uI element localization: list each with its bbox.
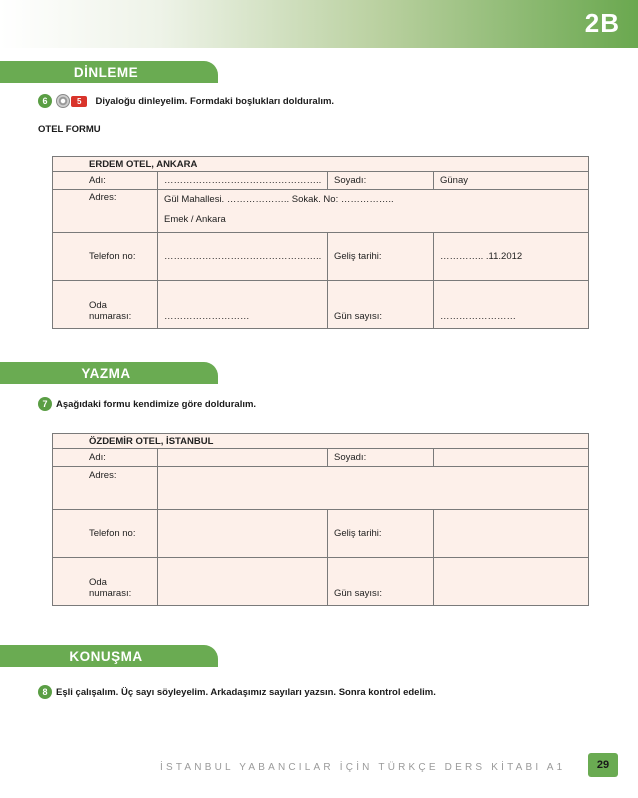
arrival-field[interactable] [434, 510, 589, 558]
section-title-writing: YAZMA [81, 365, 131, 381]
name-label: Adı: [53, 449, 158, 467]
phone-label: Telefon no: [53, 510, 158, 558]
form-hotel-name: ÖZDEMİR OTEL, İSTANBUL [53, 434, 589, 449]
section-title-listening: DİNLEME [73, 64, 139, 80]
exercise-instruction: Eşli çalışalım. Üç sayı söyleyelim. Arkadaşımız sayıları yazsın. Sonra kontrol edelim. [56, 686, 436, 698]
exercise-8 [38, 685, 436, 699]
days-label: Gün sayısı: [328, 281, 434, 329]
address-field[interactable] [158, 467, 589, 510]
phone-field[interactable] [158, 510, 328, 558]
footer-city: İSTANBUL [160, 762, 234, 773]
name-label: Adı: [53, 172, 158, 190]
days-field[interactable] [434, 558, 589, 606]
address-line-2: Emek / Ankara [164, 214, 226, 225]
room-label: Oda numarası: [53, 281, 158, 329]
hotel-form-ozdemir [52, 433, 589, 606]
surname-field[interactable] [434, 449, 589, 467]
exercise-number-badge: 7 [38, 397, 52, 411]
address-cell[interactable] [158, 190, 589, 233]
section-title-speaking: KONUŞMA [69, 648, 143, 664]
room-field[interactable] [158, 558, 328, 606]
arrival-label: Geliş tarihi: [328, 510, 434, 558]
days-label: Gün sayısı: [328, 558, 434, 606]
name-blank[interactable]: ………………………………………….. [158, 172, 328, 190]
exercise-6 [38, 94, 334, 108]
page-number: 29 [588, 753, 618, 777]
footer-title: YABANCILAR İÇİN TÜRKÇE DERS KİTABI A1 [239, 762, 566, 773]
surname-value[interactable]: Günay [434, 172, 589, 190]
room-label: Oda numarası: [53, 558, 158, 606]
arrival-blank[interactable]: ………….. .11.2012 [434, 233, 589, 281]
unit-code: 2B [584, 8, 620, 38]
phone-blank[interactable]: ………………………………………….. [158, 233, 328, 281]
exercise-number-badge: 6 [38, 94, 52, 108]
address-label: Adres: [53, 467, 158, 510]
section-bar-speaking [0, 645, 218, 667]
section-bar-listening [0, 61, 218, 83]
exercise-number-badge: 8 [38, 685, 52, 699]
section-bar-writing [0, 362, 218, 384]
exercise-instruction: Diyaloğu dinleyelim. Formdaki boşlukları dolduralım. [95, 95, 335, 107]
arrival-label: Geliş tarihi: [328, 233, 434, 281]
name-field[interactable] [158, 449, 328, 467]
address-line-1: Gül Mahallesi. ……………….. Sokak. No: …………….. [164, 194, 394, 205]
days-blank[interactable]: …………………… [434, 281, 589, 329]
header-band [0, 0, 638, 48]
exercise-instruction: Aşağıdaki formu kendimize göre dolduralım. [56, 398, 257, 410]
track-number-badge: 5 [71, 96, 87, 107]
audio-cd-icon[interactable] [56, 94, 70, 108]
form-hotel-name: ERDEM OTEL, ANKARA [53, 157, 589, 172]
surname-label: Soyadı: [328, 172, 434, 190]
phone-label: Telefon no: [53, 233, 158, 281]
exercise-7 [38, 397, 256, 411]
hotel-form-erdem [52, 156, 589, 329]
form-title: OTEL FORMU [38, 124, 101, 135]
address-label: Adres: [53, 190, 158, 233]
surname-label: Soyadı: [328, 449, 434, 467]
footer-book-title [160, 762, 565, 773]
room-blank[interactable]: ……………………… [158, 281, 328, 329]
